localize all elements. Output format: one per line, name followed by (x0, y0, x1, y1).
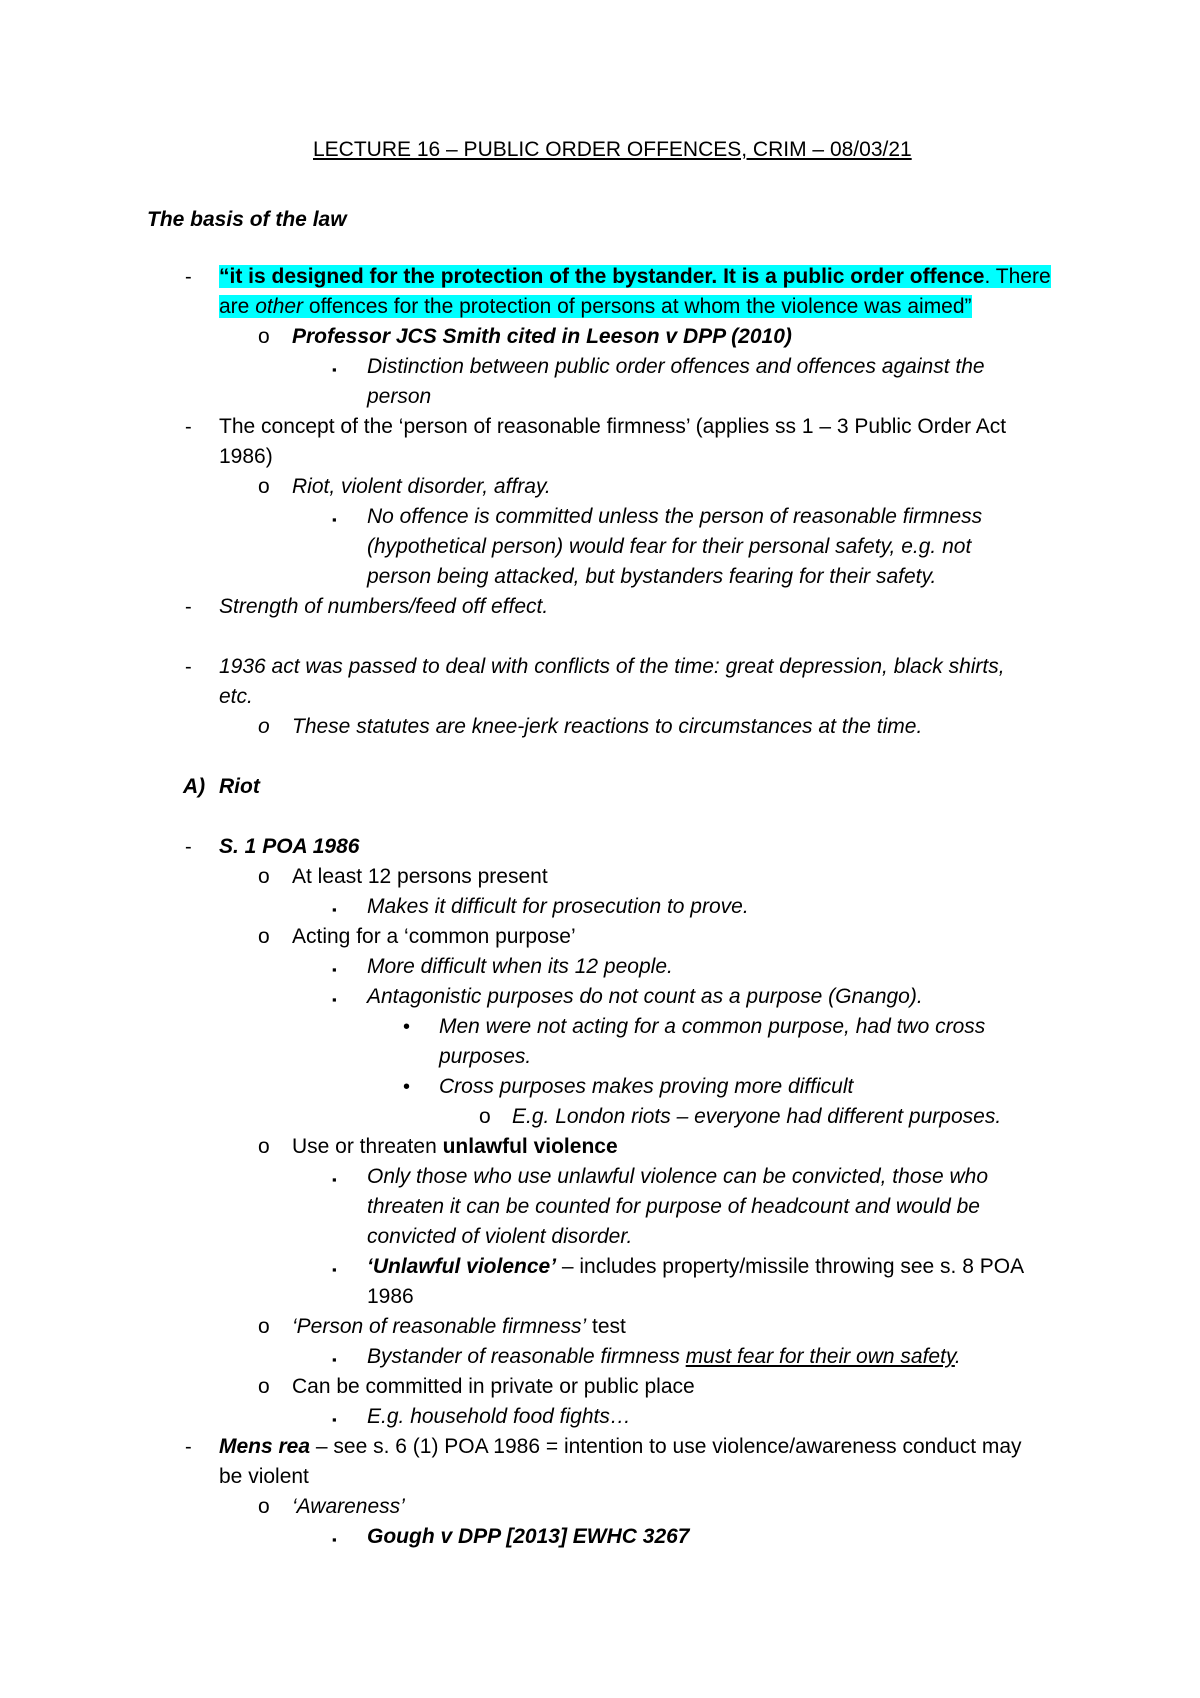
circle-bullet: o (258, 475, 270, 498)
circle-bullet: o (258, 865, 270, 888)
list-item: (hypothetical person) would fear for their personal safety, e.g. not (367, 535, 972, 558)
list-item: Professor JCS Smith cited in Leeson v DPP (2010) (292, 325, 792, 348)
list-item: No offence is committed unless the person of reasonable firmness (367, 505, 983, 528)
square-bullet: ▪ (332, 362, 337, 377)
list-item (292, 1313, 626, 1341)
square-bullet: ▪ (332, 1172, 337, 1187)
circle-bullet: o (479, 1105, 491, 1128)
dash-bullet: - (185, 836, 192, 858)
quote-text: are (219, 295, 256, 318)
list-item: At least 12 persons present (292, 865, 548, 888)
list-text: Mens rea (219, 1435, 311, 1458)
list-text: Bystander of reasonable firmness (367, 1345, 686, 1368)
list-item: Strength of numbers/feed off effect. (219, 595, 549, 618)
circle-bullet: o (258, 1375, 270, 1398)
list-item: purposes. (439, 1045, 532, 1068)
list-item: These statutes are knee-jerk reactions to circumstances at the time. (292, 715, 923, 738)
list-item: Can be committed in private or public place (292, 1375, 695, 1398)
quote-text: public order offence (782, 265, 985, 288)
dash-bullet: - (185, 1436, 192, 1458)
list-item: 1936 act was passed to deal with conflicts of the time: great depression, black shirts, (219, 655, 1005, 678)
dash-bullet: - (185, 596, 192, 618)
dot-bullet: • (403, 1076, 411, 1098)
list-text: must fear for their own safety (685, 1345, 955, 1368)
list-item: Distinction between public order offences and offences against the (367, 355, 985, 378)
list-text: – see s. 6 (1) POA 1986 = intention to use violence/awareness conduct may (310, 1435, 1022, 1458)
list-text: – includes property/missile throwing see s. 8 POA (556, 1255, 1025, 1278)
list-item: be violent (219, 1465, 309, 1488)
list-text: unlawful violence (442, 1135, 618, 1158)
square-bullet: ▪ (332, 512, 337, 527)
section-heading: Riot (219, 775, 260, 798)
square-bullet: ▪ (332, 1262, 337, 1277)
circle-bullet: o (258, 1495, 270, 1518)
section-heading: The basis of the law (147, 208, 347, 231)
list-item: etc. (219, 685, 253, 708)
list-item (219, 1433, 1022, 1461)
list-text: . (954, 1345, 961, 1368)
quote-text: offences for the protection of persons at whom the violence was aimed” (303, 295, 972, 318)
square-bullet: ▪ (332, 1352, 337, 1367)
list-item: E.g. household food fights… (367, 1405, 631, 1428)
dash-bullet: - (185, 266, 192, 288)
square-bullet: ▪ (332, 962, 337, 977)
list-text: ‘Person of reasonable firmness’ (292, 1315, 587, 1338)
circle-bullet: o (258, 325, 270, 348)
list-item: person (367, 385, 432, 408)
quote-line (219, 293, 972, 321)
list-text: test (586, 1315, 626, 1338)
square-bullet: ▪ (332, 1532, 337, 1547)
square-bullet: ▪ (332, 1412, 337, 1427)
square-bullet: ▪ (332, 902, 337, 917)
list-item: The concept of the ‘person of reasonable firmness’ (applies ss 1 – 3 Public Order Act (219, 415, 1007, 438)
list-item: S. 1 POA 1986 (219, 835, 360, 858)
list-item: E.g. London riots – everyone had different purposes. (512, 1105, 1002, 1128)
circle-bullet: o (258, 1135, 270, 1158)
list-item: person being attacked, but bystanders fearing for their safety. (367, 565, 937, 588)
list-item: Acting for a ‘common purpose’ (292, 925, 576, 948)
list-item (367, 1253, 1024, 1281)
quote-text: other (255, 295, 304, 318)
dot-bullet: • (403, 1016, 411, 1038)
quote-text: “it is designed for the (219, 265, 441, 288)
circle-bullet: o (258, 715, 270, 738)
list-item: Men were not acting for a common purpose, had two cross (439, 1015, 986, 1038)
list-item (367, 1343, 961, 1371)
list-item: convicted of violent disorder. (367, 1225, 633, 1248)
page-title: LECTURE 16 – PUBLIC ORDER OFFENCES, CRIM – 08/03/21 (313, 138, 912, 161)
list-item: Cross purposes makes proving more difficult (439, 1075, 854, 1098)
list-item (292, 1133, 618, 1161)
quote-line (219, 263, 1051, 291)
list-item: 1986 (367, 1285, 414, 1308)
list-item: 1986) (219, 445, 273, 468)
square-bullet: ▪ (332, 992, 337, 1007)
dash-bullet: - (185, 656, 192, 678)
section-label: A) (183, 775, 206, 798)
list-item: More difficult when its 12 people. (367, 955, 673, 978)
list-item: Antagonistic purposes do not count as a purpose (Gnango). (367, 985, 923, 1008)
list-text: Use or threaten (292, 1135, 443, 1158)
dash-bullet: - (185, 416, 192, 438)
list-item: Makes it difficult for prosecution to prove. (367, 895, 749, 918)
list-item: threaten it can be counted for purpose of headcount and would be (367, 1195, 980, 1218)
list-item: Riot, violent disorder, affray. (292, 475, 551, 498)
list-item: Only those who use unlawful violence can be convicted, those who (367, 1165, 989, 1188)
list-item: ‘Awareness’ (292, 1495, 405, 1518)
circle-bullet: o (258, 925, 270, 948)
quote-text: . There (984, 265, 1051, 288)
quote-text: . It is a (711, 265, 783, 288)
circle-bullet: o (258, 1315, 270, 1338)
list-item: Gough v DPP [2013] EWHC 3267 (367, 1525, 690, 1548)
list-text: ‘Unlawful violence’ (367, 1255, 557, 1278)
quote-text: protection of the bystander (440, 265, 712, 288)
